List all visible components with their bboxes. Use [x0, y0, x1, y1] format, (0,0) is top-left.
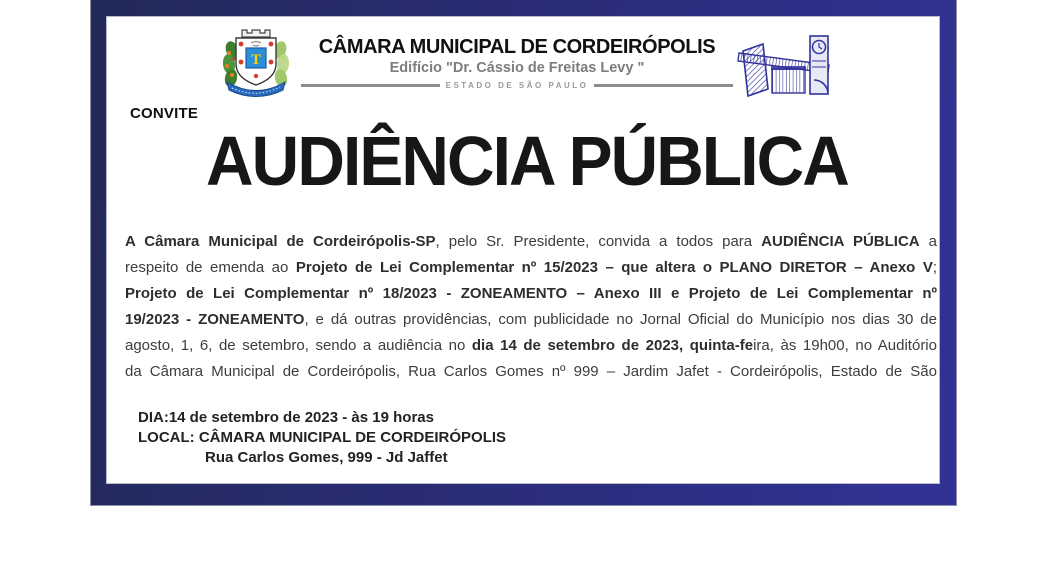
flyer-content-area	[107, 17, 939, 483]
bold-text-segment: Projeto de Lei Complementar nº 18/2023 - ZONEAMENTO – Anexo III e Projeto de Lei Complementar nº	[125, 285, 937, 302]
kicker-convite: CONVITE	[130, 105, 199, 122]
masthead	[297, 36, 737, 90]
paragraph-line	[125, 359, 937, 385]
page-title: AUDIÊNCIA PÚBLICA	[206, 122, 848, 200]
text-segment: agosto, 1, 6, de setembro, sendo a audiência no	[125, 337, 472, 354]
bold-text-segment: 19/2023 - ZONEAMENTO	[125, 311, 305, 328]
state-divider	[297, 81, 737, 90]
text-segment: respeito de emenda ao	[125, 259, 296, 276]
state-label: ESTADO DE SÃO PAULO	[445, 81, 589, 90]
event-location: LOCAL: CÂMARA MUNICIPAL DE CORDEIRÓPOLIS	[138, 429, 507, 446]
mural-crown	[242, 30, 270, 37]
bold-text-segment: dia 14 de setembro de 2023, quinta-fe	[471, 337, 754, 354]
building-name: Edifício "Dr. Cássio de Freitas Levy "	[389, 60, 645, 76]
paragraph-line	[125, 229, 937, 255]
svg-text:T: T	[250, 52, 262, 68]
organization-name: CÂMARA MUNICIPAL DE CORDEIRÓPOLIS	[318, 36, 716, 58]
body-paragraph	[125, 229, 937, 385]
divider-rule-right	[594, 84, 733, 87]
bold-text-segment: A Câmara Municipal de Cordeirópolis-SP	[125, 233, 436, 250]
camara-building-sketch-icon	[735, 31, 835, 103]
bold-text-segment: Projeto de Lei Complementar nº 15/2023 – que altera o PLANO DIRETOR – Anexo V	[295, 259, 933, 276]
text-segment: da Câmara Municipal de Cordeirópolis, Rua Carlos Gomes nº 999 – Jardim Jafet - Cordeirópolis, Estado de São	[125, 363, 937, 380]
municipal-coat-of-arms-icon	[218, 26, 294, 104]
text-segment: a	[919, 233, 937, 250]
divider-rule-left	[301, 84, 440, 87]
event-details	[138, 408, 506, 468]
paragraph-line	[125, 307, 937, 333]
paragraph-line	[125, 333, 937, 359]
text-segment: ;	[932, 259, 937, 276]
text-segment: , pelo Sr. Presidente, convida a todos para	[435, 233, 762, 250]
paragraph-line	[125, 281, 937, 307]
text-segment: , e dá outras providências, com publicidade no Jornal Oficial do Município nos dias 30 de	[304, 311, 937, 328]
flyer-border-frame	[91, 0, 956, 505]
bold-text-segment: AUDIÊNCIA PÚBLICA	[761, 233, 920, 250]
paragraph-line	[125, 255, 937, 281]
text-segment: ira, às 19h00, no Auditório	[753, 337, 937, 354]
event-date: DIA:14 de setembro de 2023 - às 19 horas	[138, 409, 434, 426]
event-address: Rua Carlos Gomes, 999 - Jd Jaffet	[205, 449, 448, 466]
